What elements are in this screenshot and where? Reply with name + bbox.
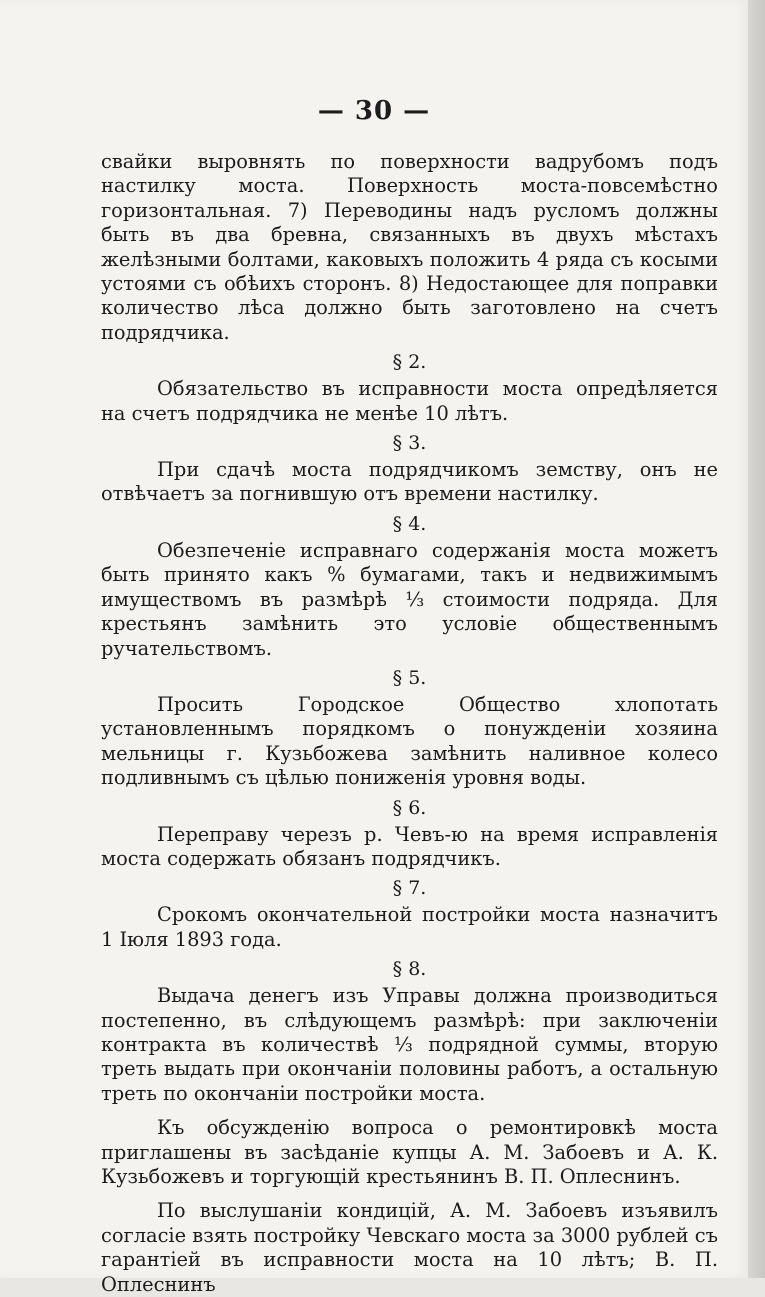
section-heading-6: § 6. <box>392 796 427 819</box>
section-heading-8: § 8. <box>392 958 427 981</box>
paragraph-section-3: При сдачѣ моста подрядчикомъ земству, онъ не отвѣчаетъ за погнившую отъ времени настилку. <box>101 458 718 506</box>
paragraph-section-8: Выдача денегъ изъ Управы должна производиться постепенно, въ слѣдующемъ размѣрѣ: при заключеніи контракта въ количествѣ ⅓ подрядной суммы, вторую треть выдать при окончаніи половины работъ, а остальную треть по окончаніи постройки моста. <box>101 984 718 1105</box>
paragraph-conditions: По выслушаніи кондицій, А. М. Забоевъ изъявилъ согласіе взять постройку Чевскаго моста за 3000 рублей съ гарантіей въ исправности моста на 10 лѣтъ; В. П. Оплеснинъ <box>101 1199 718 1296</box>
section-heading-2: § 2. <box>392 351 427 374</box>
section-heading-4: § 4. <box>392 512 427 535</box>
paragraph-section-7: Срокомъ окончательной постройки моста назначитъ 1 Іюля 1893 года. <box>101 903 718 951</box>
paragraph-section-2: Обязательство въ исправности моста опредѣляется на счетъ подрядчика не менѣе 10 лѣтъ. <box>101 377 718 425</box>
paragraph-continuation: свайки выровнять по поверхности вадрубомъ подъ настилку моста. Поверхность моста-повсемѣстно горизонтальная. 7) Переводины надъ русломъ должны быть въ два бревна, связанныхъ въ двухъ мѣстахъ желѣзными болтами, каковыхъ положить 4 ряда съ косыми устоями съ обѣихъ сторонъ. 8) Недостающее для поправки количество лѣса должно быть заготовлено на счетъ подрядчика. <box>101 150 718 344</box>
section-heading-3: § 3. <box>392 432 427 455</box>
section-heading-7: § 7. <box>392 877 427 900</box>
page-number: — 30 — <box>317 96 431 126</box>
section-heading-5: § 5. <box>392 666 427 689</box>
paragraph-invitation: Къ обсужденію вопроса о ремонтировкѣ моста приглашены въ засѣданіе купцы А. М. Забоевъ и А. К. Кузьбожевъ и торгующій крестьянинъ В. П. Оплеснинъ. <box>101 1116 718 1188</box>
paragraph-section-6: Переправу черезъ р. Чевъ-ю на время исправленія моста содержать обязанъ подрядчикъ. <box>101 822 718 870</box>
document-body <box>101 150 718 1297</box>
page-edge <box>748 0 765 1278</box>
paragraph-section-5: Просить Городское Общество хлопотать установленнымъ порядкомъ о понужденіи хозяина мельницы г. Кузьбожева замѣнить наливное колесо подливнымъ съ цѣлью пониженія уровня воды. <box>101 692 718 790</box>
paragraph-section-4: Обезпеченіе исправнаго содержанія моста можетъ быть принято какъ % бумагами, такъ и недвижимымъ имуществомъ въ размѣрѣ ⅓ стоимости подряда. Для крестьянъ замѣнить это условіе общественнымъ ручательствомъ. <box>101 538 718 660</box>
